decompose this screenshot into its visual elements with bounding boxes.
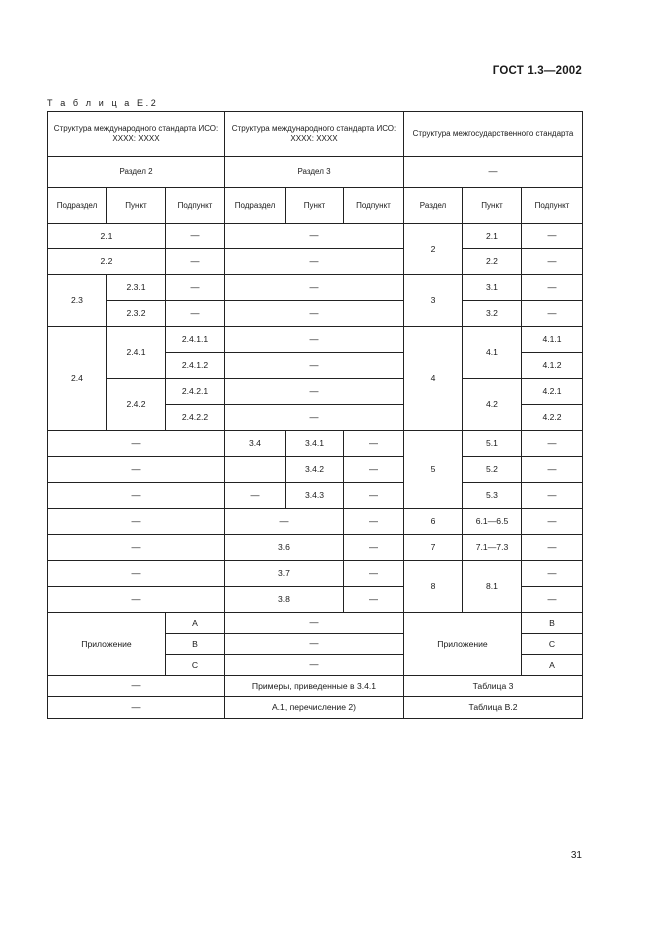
table-cell: — xyxy=(344,431,404,457)
table-cell: — xyxy=(522,483,583,509)
subheader-subsection: Подраздел xyxy=(48,188,107,224)
table-cell: — xyxy=(225,327,404,353)
table-cell: — xyxy=(166,224,225,249)
col-header-intl-1: Структура международного стандарта ИСО: XXXX: XXXX xyxy=(48,112,225,157)
table-cell: 4.1.2 xyxy=(522,353,583,379)
table-cell: 2.3.1 xyxy=(107,275,166,301)
table-cell: 5.2 xyxy=(463,457,522,483)
table-cell: 2.2 xyxy=(48,249,166,275)
table-cell: В xyxy=(522,613,583,634)
table-cell: — xyxy=(522,224,583,249)
table-cell: А xyxy=(522,655,583,676)
table-cell: — xyxy=(166,275,225,301)
table-cell: 4.1 xyxy=(463,327,522,379)
table-cell: — xyxy=(48,676,225,697)
table-cell: — xyxy=(344,561,404,587)
table-cell: 6 xyxy=(404,509,463,535)
table-cell: 4.2.2 xyxy=(522,405,583,431)
table-cell: — xyxy=(225,655,404,676)
table-cell: 3.8 xyxy=(225,587,344,613)
table-cell: — xyxy=(225,405,404,431)
table-cell: — xyxy=(166,249,225,275)
table-cell: В xyxy=(166,634,225,655)
table-cell: 2.3 xyxy=(48,275,107,327)
table-cell: 4 xyxy=(404,327,463,431)
correspondence-table xyxy=(47,111,583,719)
table-cell: — xyxy=(225,509,344,535)
table-cell: 3.2 xyxy=(463,301,522,327)
table-cell: — xyxy=(225,301,404,327)
appendix-label: Приложение xyxy=(404,613,522,676)
table-cell: 2.3.2 xyxy=(107,301,166,327)
table-cell: 2.4 xyxy=(48,327,107,431)
table-cell: 3.6 xyxy=(225,535,344,561)
table-cell: Таблица В.2 xyxy=(404,697,583,719)
col-header-interstate: Структура межгосударственного стандарта xyxy=(404,112,583,157)
table-cell: 4.2 xyxy=(463,379,522,431)
table-cell: 3.4.2 xyxy=(286,457,344,483)
section-2-header: Раздел 2 xyxy=(48,157,225,188)
table-cell: 2.1 xyxy=(48,224,166,249)
table-cell: — xyxy=(48,457,225,483)
table-cell: — xyxy=(225,353,404,379)
table-cell: — xyxy=(225,224,404,249)
table-cell: 4.1.1 xyxy=(522,327,583,353)
table-cell: С xyxy=(166,655,225,676)
table-cell: — xyxy=(522,587,583,613)
table-cell: — xyxy=(48,509,225,535)
subheader-subsection: Подраздел xyxy=(225,188,286,224)
table-cell: 5.3 xyxy=(463,483,522,509)
table-cell: Примеры, приведенные в 3.4.1 xyxy=(225,676,404,697)
table-cell: — xyxy=(48,587,225,613)
table-cell: — xyxy=(48,483,225,509)
table-cell: Таблица 3 xyxy=(404,676,583,697)
table-cell: — xyxy=(522,561,583,587)
section-3-header: Раздел 3 xyxy=(225,157,404,188)
table-cell: — xyxy=(225,483,286,509)
table-cell: — xyxy=(225,613,404,634)
table-cell: — xyxy=(344,509,404,535)
table-cell: — xyxy=(48,431,225,457)
table-cell: 2 xyxy=(404,224,463,275)
table-cell: — xyxy=(344,587,404,613)
table-cell: 3 xyxy=(404,275,463,327)
table-cell: — xyxy=(522,431,583,457)
table-cell: 6.1—6.5 xyxy=(463,509,522,535)
table-caption: Т а б л и ц а Е.2 xyxy=(47,98,159,108)
table-cell: 4.2.1 xyxy=(522,379,583,405)
table-cell: 3.7 xyxy=(225,561,344,587)
table-cell: А xyxy=(166,613,225,634)
section-none-header: — xyxy=(404,157,583,188)
table-cell: 2.4.1.1 xyxy=(166,327,225,353)
table-cell: 5.1 xyxy=(463,431,522,457)
subheader-subclause: Подпункт xyxy=(344,188,404,224)
table-cell: 2.4.1 xyxy=(107,327,166,379)
table-cell: 3.4 xyxy=(225,431,286,457)
table-cell: 8 xyxy=(404,561,463,613)
table-cell: А.1, перечисление 2) xyxy=(225,697,404,719)
col-header-intl-2: Структура международного стандарта ИСО: XXXX: XXXX xyxy=(225,112,404,157)
table-cell: 3.1 xyxy=(463,275,522,301)
subheader-clause: Пункт xyxy=(286,188,344,224)
table-cell: — xyxy=(48,561,225,587)
table-cell: — xyxy=(225,379,404,405)
table-cell: — xyxy=(344,457,404,483)
subheader-clause: Пункт xyxy=(107,188,166,224)
table-cell: С xyxy=(522,634,583,655)
table-cell: 2.4.2 xyxy=(107,379,166,431)
table-cell: 2.1 xyxy=(463,224,522,249)
table-cell: 5 xyxy=(404,431,463,509)
table-cell: — xyxy=(522,509,583,535)
table-cell: 3.4.1 xyxy=(286,431,344,457)
table-cell: — xyxy=(344,535,404,561)
table-cell: 7.1—7.3 xyxy=(463,535,522,561)
table-cell: — xyxy=(48,535,225,561)
table-cell: 3.4.3 xyxy=(286,483,344,509)
subheader-clause: Пункт xyxy=(463,188,522,224)
table-cell: 2.4.2.2 xyxy=(166,405,225,431)
appendix-label: Приложение xyxy=(48,613,166,676)
table-cell: — xyxy=(166,301,225,327)
table-cell: 2.4.1.2 xyxy=(166,353,225,379)
table-cell: — xyxy=(48,697,225,719)
table-cell: 2.2 xyxy=(463,249,522,275)
table-cell: 2.4.2.1 xyxy=(166,379,225,405)
subheader-subclause: Подпункт xyxy=(166,188,225,224)
table-cell: 7 xyxy=(404,535,463,561)
table-cell xyxy=(225,457,286,483)
subheader-section: Раздел xyxy=(404,188,463,224)
table-cell: — xyxy=(522,301,583,327)
table-cell: — xyxy=(225,634,404,655)
table-cell: — xyxy=(522,249,583,275)
table-cell: — xyxy=(522,535,583,561)
table-cell: — xyxy=(225,275,404,301)
table-cell: — xyxy=(225,249,404,275)
table-cell: — xyxy=(522,275,583,301)
page-number: 31 xyxy=(570,850,582,861)
subheader-subclause: Подпункт xyxy=(522,188,583,224)
table-cell: 8.1 xyxy=(463,561,522,613)
table-cell: — xyxy=(344,483,404,509)
document-code: ГОСТ 1.3—2002 xyxy=(492,65,582,77)
table-cell: — xyxy=(522,457,583,483)
